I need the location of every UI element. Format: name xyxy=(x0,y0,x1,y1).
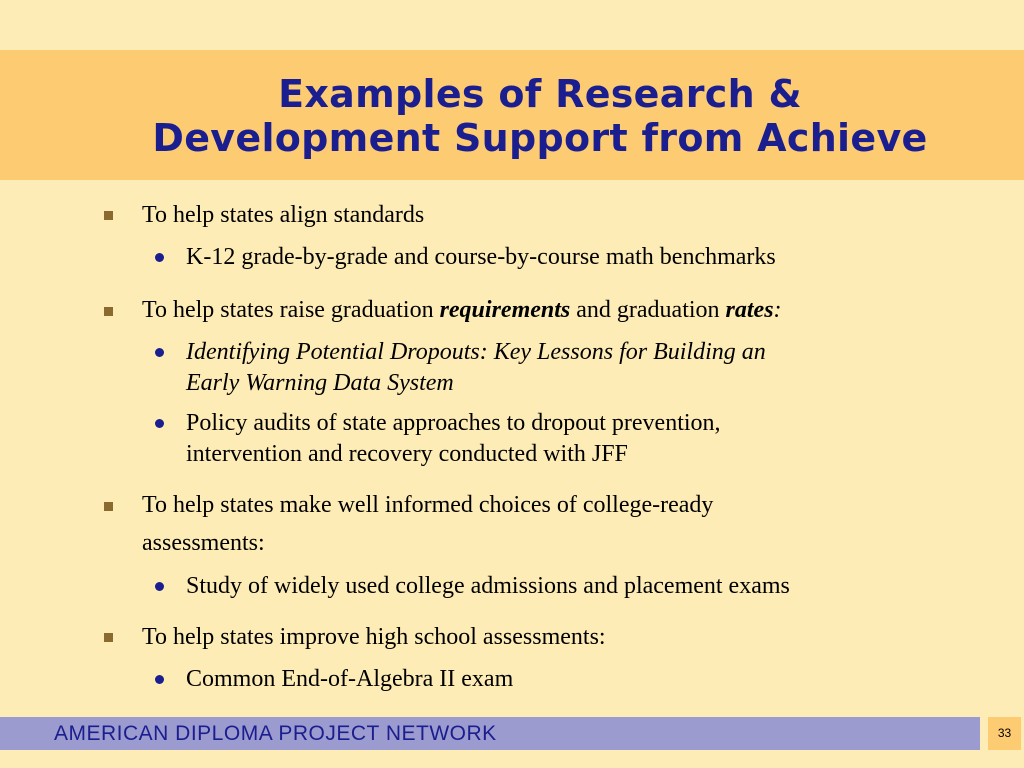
bullet-3-sub-1: Study of widely used college admissions and placement exams xyxy=(186,573,790,599)
footer-organization-label: AMERICAN DIPLOMA PROJECT NETWORK xyxy=(54,722,497,745)
bullet-4-sub-1: Common End-of-Algebra II exam xyxy=(186,666,514,692)
bullet-3-line-2: assessments: xyxy=(142,530,265,556)
bullet-3-line-1: To help states make well informed choices of college-ready xyxy=(142,492,714,518)
bullet-2-text-mid: and graduation xyxy=(570,297,726,323)
title-line-2: Development Support from Achieve xyxy=(152,116,928,160)
page-number: 33 xyxy=(988,717,1021,750)
round-bullet-icon xyxy=(155,675,164,684)
round-bullet-icon xyxy=(155,582,164,591)
bullet-2-text-before: To help states raise graduation xyxy=(142,297,440,323)
bullet-2-emphasis-rates: rates xyxy=(725,297,774,323)
bullet-2-sub-1-line-1: Identifying Potential Dropouts: Key Lessons for Building an xyxy=(186,339,766,365)
round-bullet-icon xyxy=(155,253,164,262)
bullet-2-sub-1-line-2: Early Warning Data System xyxy=(186,370,454,396)
bullet-2-sub-2-line-1: Policy audits of state approaches to dropout prevention, xyxy=(186,410,721,436)
bullet-4-text: To help states improve high school assessments: xyxy=(142,624,606,650)
round-bullet-icon xyxy=(155,419,164,428)
bullet-1-sub-1: K-12 grade-by-grade and course-by-course math benchmarks xyxy=(186,244,776,270)
square-bullet-icon xyxy=(104,502,113,511)
bullet-2-sub-2-line-2: intervention and recovery conducted with JFF xyxy=(186,441,628,467)
bullet-2-emphasis-requirements: requirements xyxy=(439,297,571,323)
bullet-2-text xyxy=(142,295,782,325)
title-line-1: Examples of Research & xyxy=(278,72,802,116)
bullet-2-text-end: : xyxy=(773,297,782,323)
square-bullet-icon xyxy=(104,307,113,316)
bullet-1-text: To help states align standards xyxy=(142,202,425,228)
square-bullet-icon xyxy=(104,633,113,642)
round-bullet-icon xyxy=(155,348,164,357)
square-bullet-icon xyxy=(104,211,113,220)
